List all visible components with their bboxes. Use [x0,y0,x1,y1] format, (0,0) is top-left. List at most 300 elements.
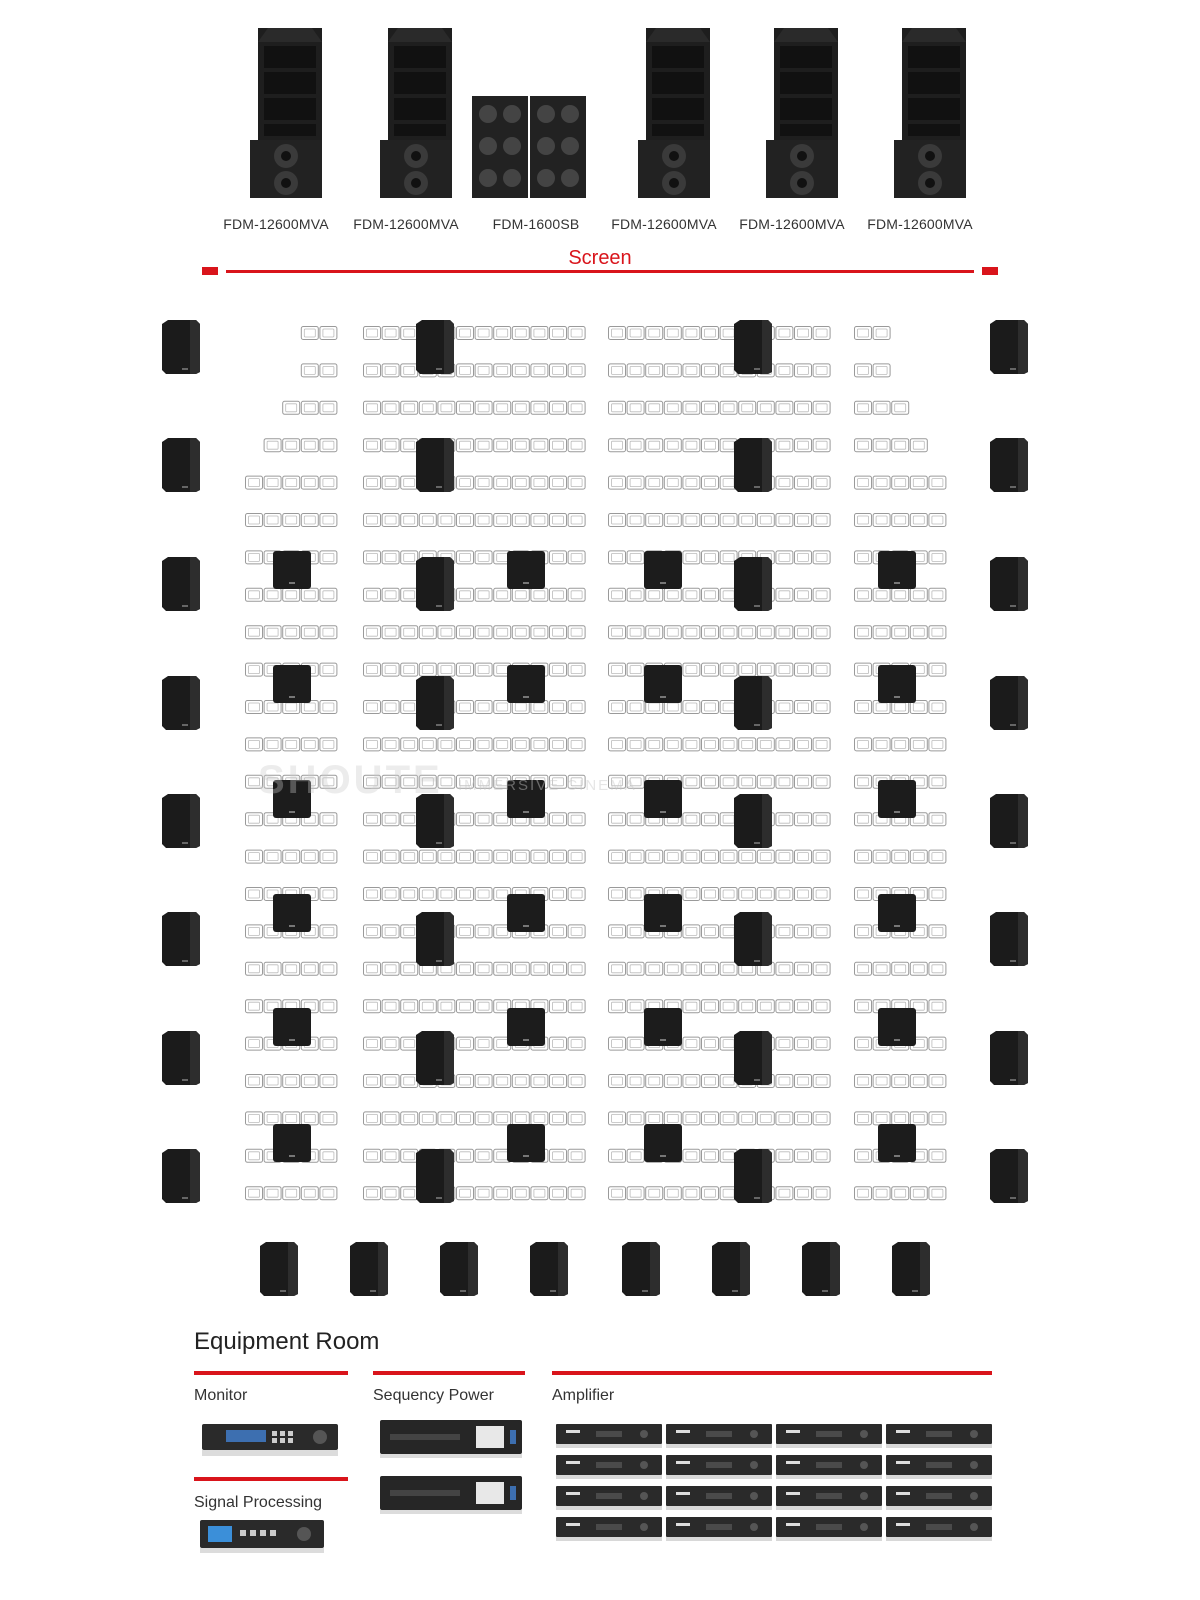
seat [873,514,890,527]
front-speaker-label-3: FDM-1600SB [492,216,580,232]
seat [512,327,529,340]
seat [550,626,567,639]
rear-wall-speaker [530,1242,568,1296]
seat [320,663,337,676]
monitor-label: Monitor [194,1387,248,1404]
seat [795,1037,812,1050]
seat [264,1075,281,1088]
seat [382,364,399,377]
seat [910,588,927,601]
seat [531,327,548,340]
seat [531,1112,548,1125]
seat [382,701,399,714]
seat [646,738,663,751]
seat [646,588,663,601]
seat [683,401,700,414]
seat [283,850,300,863]
amplifier-unit [776,1517,882,1541]
front-speaker-label-4: FDM-12600MVA [611,216,717,232]
seat [320,626,337,639]
seat [683,551,700,564]
seat [683,514,700,527]
seat [720,850,737,863]
seat [855,1037,872,1050]
seat [475,1149,492,1162]
seat [246,1037,263,1050]
seat [739,626,756,639]
seat [627,663,644,676]
seat [683,1000,700,1013]
seat [683,701,700,714]
seat [320,1075,337,1088]
seat [892,626,909,639]
seat [627,1149,644,1162]
ceiling-speaker [507,894,545,932]
rear-wall-speaker [350,1242,388,1296]
seat [910,962,927,975]
surround-speaker-inner-right [734,912,772,966]
seat [512,1112,529,1125]
ceiling-speaker [644,1124,682,1162]
seat [401,1112,418,1125]
seat [683,775,700,788]
seat [320,925,337,938]
seat [664,364,681,377]
ceiling-speaker [878,665,916,703]
seat [457,888,474,901]
seat [702,701,719,714]
seat [702,514,719,527]
seat [813,1187,830,1200]
seat [301,401,318,414]
seat [627,514,644,527]
seat [720,1000,737,1013]
seat [382,588,399,601]
seat [683,327,700,340]
seat [627,1000,644,1013]
amplifier-unit [886,1486,992,1510]
seat [320,738,337,751]
amplifier-unit [666,1486,772,1510]
seat [664,514,681,527]
seat [457,813,474,826]
seat [873,364,890,377]
rear-wall-speaker [892,1242,930,1296]
seat [475,1000,492,1013]
seat [910,738,927,751]
seat [929,476,946,489]
amplifier-unit [776,1455,882,1479]
seat [568,327,585,340]
seat [627,626,644,639]
seat [776,514,793,527]
seat [512,514,529,527]
seat [475,476,492,489]
seat [550,1000,567,1013]
seat [683,962,700,975]
seat [494,1112,511,1125]
seat [401,850,418,863]
seat [776,663,793,676]
seat [892,850,909,863]
seat [855,364,872,377]
seat [813,401,830,414]
surround-speaker-inner-right [734,557,772,611]
seat [757,738,774,751]
seat [855,738,872,751]
seat [550,476,567,489]
seat [702,925,719,938]
seat [401,701,418,714]
seat [401,962,418,975]
seat [892,1075,909,1088]
seat [320,514,337,527]
seat [320,962,337,975]
seat [283,1075,300,1088]
seat [320,813,337,826]
seat [929,1149,946,1162]
seat [646,401,663,414]
seat [892,738,909,751]
seat [531,439,548,452]
seating-layout [0,300,1200,1320]
seat [813,1075,830,1088]
side-wall-speaker-right [990,676,1028,730]
seat [795,514,812,527]
rear-wall-speaker [260,1242,298,1296]
seat [627,401,644,414]
seat [382,850,399,863]
seat [702,813,719,826]
seat [457,476,474,489]
seat [776,364,793,377]
seat [264,1187,281,1200]
ceiling-speaker [878,894,916,932]
seat [494,701,511,714]
seat [301,1112,318,1125]
seat [320,439,337,452]
front-speaker-array [0,0,1200,210]
seat [246,476,263,489]
seat [568,364,585,377]
seat [776,813,793,826]
seat [301,1075,318,1088]
amplifier-unit [556,1455,662,1479]
seat [795,925,812,938]
seat [813,813,830,826]
seat [568,588,585,601]
seat [419,514,436,527]
seat [739,1112,756,1125]
ceiling-speaker [644,551,682,589]
seat [929,1037,946,1050]
seat [702,1149,719,1162]
seat [813,364,830,377]
seat [475,514,492,527]
seat [550,888,567,901]
seat [627,850,644,863]
seat [776,1149,793,1162]
seat [475,813,492,826]
seat [320,364,337,377]
seat [550,1112,567,1125]
seat [646,364,663,377]
seat [609,439,626,452]
seat [457,1075,474,1088]
seat [720,962,737,975]
seat [873,401,890,414]
seat [457,1112,474,1125]
seat [264,588,281,601]
seat [855,850,872,863]
seat [494,1187,511,1200]
seat [457,663,474,676]
seat [531,364,548,377]
seat [401,1075,418,1088]
seat [382,1000,399,1013]
seat [475,701,492,714]
surround-speaker-inner-right [734,1149,772,1203]
rear-wall-speaker [622,1242,660,1296]
seat [512,1075,529,1088]
seat [283,439,300,452]
seat [813,551,830,564]
seat [475,439,492,452]
seat [609,1149,626,1162]
seat [550,514,567,527]
seat [664,1075,681,1088]
seat [438,401,455,414]
seat [910,1075,927,1088]
seat [892,401,909,414]
seat [457,1149,474,1162]
seat [475,588,492,601]
screen-label: Screen [568,247,632,269]
seat [702,663,719,676]
seat [813,663,830,676]
seat [892,514,909,527]
seat [457,588,474,601]
seat [475,401,492,414]
surround-speaker-inner-left [416,438,454,492]
seat [873,1075,890,1088]
watermark-sub: IMMERSIVE CINEMA [458,777,637,794]
seat [929,925,946,938]
seat [929,663,946,676]
seat [401,439,418,452]
surround-speaker-inner-right [734,320,772,374]
seat [246,1149,263,1162]
seat [301,514,318,527]
seat [683,1037,700,1050]
seat [929,551,946,564]
seat [683,626,700,639]
seat [609,514,626,527]
seat [531,401,548,414]
seat [438,663,455,676]
seat [475,962,492,975]
amplifier-divider [552,1371,992,1375]
seat [910,1112,927,1125]
seat [929,1112,946,1125]
seat [702,327,719,340]
seat [301,327,318,340]
ceiling-speaker [644,780,682,818]
seat [550,1037,567,1050]
seat [627,1037,644,1050]
seat [664,401,681,414]
seat [382,1187,399,1200]
seat [550,738,567,751]
seat [457,1187,474,1200]
seat [438,1112,455,1125]
seat [246,663,263,676]
seat [683,364,700,377]
seat [382,962,399,975]
seat [892,1187,909,1200]
seat [382,514,399,527]
seat [627,551,644,564]
ceiling-speaker [273,1008,311,1046]
seat [550,663,567,676]
seat [795,626,812,639]
seat [757,1000,774,1013]
seat [609,626,626,639]
seat [683,888,700,901]
seat [550,1187,567,1200]
seat [683,850,700,863]
seat [664,962,681,975]
seat [855,1000,872,1013]
seat [512,588,529,601]
seat [364,1112,381,1125]
surround-speaker-inner-left [416,912,454,966]
seat [457,1000,474,1013]
seat [364,1075,381,1088]
seat [320,401,337,414]
seat [457,962,474,975]
seat [364,925,381,938]
seat [531,738,548,751]
seat [720,1112,737,1125]
seat [646,439,663,452]
seat [873,588,890,601]
seat [855,888,872,901]
seat [457,439,474,452]
seat [795,1149,812,1162]
seat [609,850,626,863]
seat [320,551,337,564]
seat [757,775,774,788]
seat [401,476,418,489]
seat [494,962,511,975]
seat [739,1000,756,1013]
seat [855,1075,872,1088]
seat [283,1187,300,1200]
seat [475,1075,492,1088]
side-wall-speaker-left [162,1149,200,1203]
sequency-power-label: Sequency Power [373,1387,494,1404]
ceiling-speaker [878,1008,916,1046]
seat [364,588,381,601]
surround-speaker-inner-right [734,438,772,492]
seat [702,364,719,377]
surround-speaker-inner-right [734,676,772,730]
seat [568,663,585,676]
seat [494,439,511,452]
seat [910,514,927,527]
seat [494,850,511,863]
seat [301,439,318,452]
seat [401,588,418,601]
seat [550,850,567,863]
seat [664,1187,681,1200]
signal-processing-label: Signal Processing [194,1494,323,1511]
seat [813,888,830,901]
seat [720,401,737,414]
seat [855,925,872,938]
seat [419,663,436,676]
seat [301,588,318,601]
seat [246,701,263,714]
seat [264,626,281,639]
seat [873,1112,890,1125]
seat [401,738,418,751]
seat [683,1112,700,1125]
seat [512,738,529,751]
side-wall-speaker-right [990,438,1028,492]
screen-bar-right-cap [982,267,998,275]
seat [568,738,585,751]
seat [457,850,474,863]
seat [475,626,492,639]
ceiling-speaker [507,1008,545,1046]
seat [813,1112,830,1125]
seat [401,888,418,901]
seat [438,738,455,751]
seat [320,1149,337,1162]
seat [494,514,511,527]
seat [475,925,492,938]
ceiling-speaker [878,780,916,818]
seat [364,1000,381,1013]
seat [855,514,872,527]
seat [683,1149,700,1162]
seat [646,626,663,639]
ceiling-speaker [273,551,311,589]
seat [776,1112,793,1125]
seat [364,888,381,901]
seat [246,738,263,751]
seat [475,663,492,676]
seat [855,327,872,340]
seat [855,701,872,714]
front-speaker-6 [894,28,966,198]
seat [627,962,644,975]
side-wall-speaker-left [162,794,200,848]
seat [646,962,663,975]
screen-bar-left-cap [202,267,218,275]
seat [364,626,381,639]
seat [531,962,548,975]
ceiling-speaker [507,1124,545,1162]
seat [683,663,700,676]
seat [776,1075,793,1088]
seat [246,626,263,639]
seat [627,588,644,601]
seat [457,327,474,340]
seat [246,813,263,826]
